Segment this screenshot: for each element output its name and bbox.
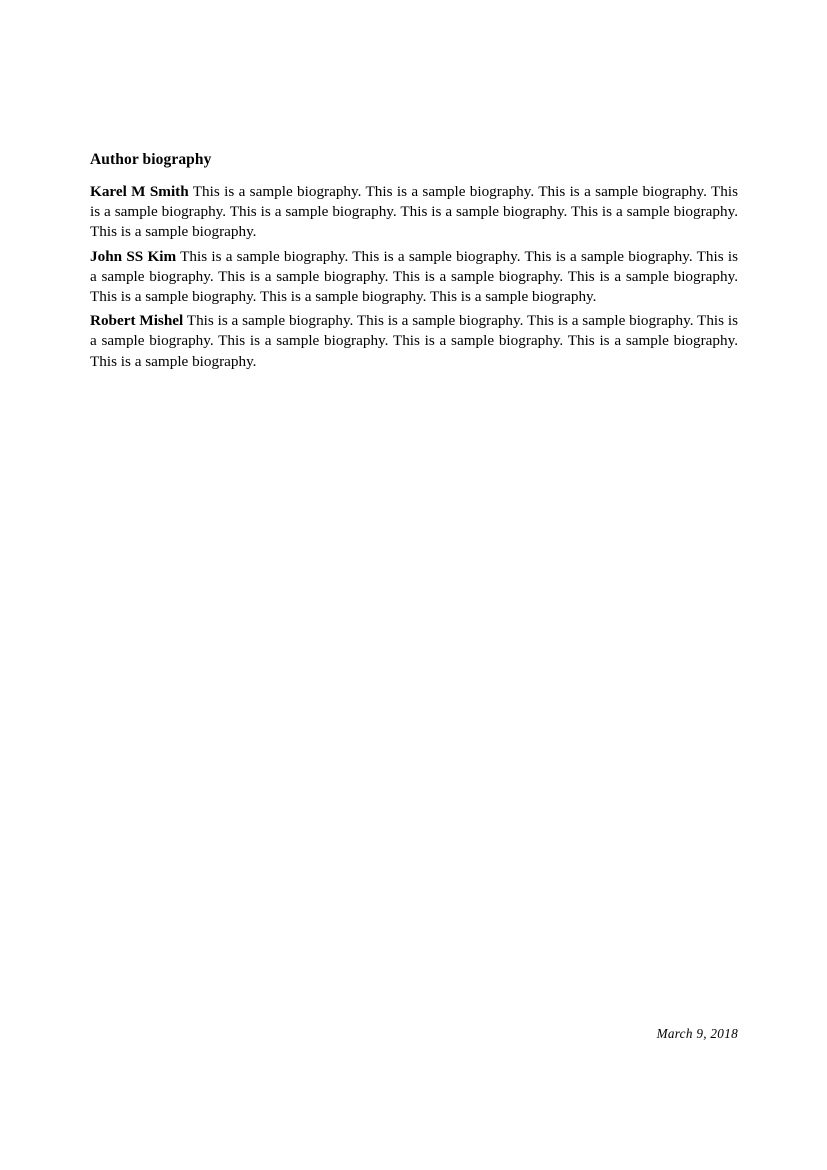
biography-entry: [90, 247, 738, 308]
biography-author-name: John SS Kim: [90, 247, 177, 265]
biography-entry: [90, 311, 738, 372]
biography-body-text: This is a sample biography. This is a sample biography. This is a sample biography. This is a sample biography. This is a sample biography. This is a sample biography. This is a sample biography. This is a sample biography.: [90, 312, 739, 370]
biography-author-name: Robert Mishel: [90, 312, 184, 330]
document-content: [90, 150, 738, 372]
biography-author-name: Karel M Smith: [90, 183, 189, 200]
document-date: March 9, 2018: [656, 1026, 738, 1041]
biography-body-text: This is a sample biography. This is a sample biography. This is a sample biography. This is a sample biography. This is a sample biography. This is a sample biography. This is a sample biography. This is a sample biography. This is a sample biography. This is a sample biography.: [90, 247, 738, 306]
biography-entry: [90, 182, 738, 243]
biography-body-text: This is a sample biography. This is a sample biography. This is a sample biography. This is a sample biography. This is a sample biography. This is a sample biography. This is a sample biography. This is a sample biography.: [90, 183, 738, 241]
page-title: Author biography: [90, 151, 212, 168]
